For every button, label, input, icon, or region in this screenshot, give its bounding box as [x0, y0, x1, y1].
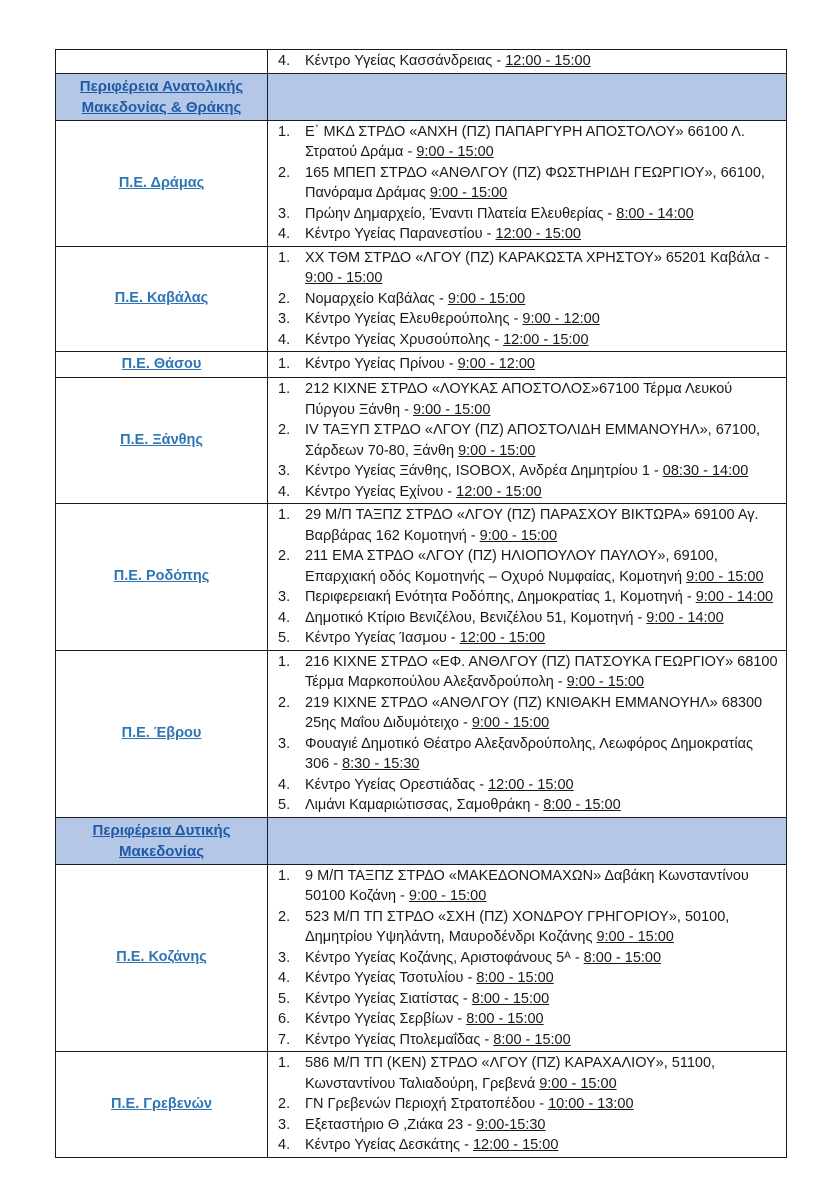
- table-row: [56, 504, 787, 651]
- item-time: 8:00 - 15:00: [493, 1031, 571, 1048]
- item-text: 586 Μ/Π ΤΠ (ΚΕΝ) ΣΤΡΔΟ «ΛΓΟΥ (ΠΖ) ΚΑΡΑΧΑΛΙΟΥ», 51100, Κωνσταντίνου Ταλιαδούρη, Γρεβενά: [305, 1055, 716, 1092]
- list-item: [278, 1135, 778, 1156]
- list-item: [278, 948, 778, 969]
- item-time: 08:30 - 14:00: [662, 463, 749, 479]
- item-time: 8:00 - 15:00: [466, 1011, 544, 1027]
- item-number: 5.: [278, 797, 291, 813]
- list-item: [278, 420, 778, 461]
- region-label: Π.Ε. Θάσου: [121, 356, 202, 372]
- item-body: [305, 907, 778, 948]
- item-number: 6.: [278, 1011, 291, 1027]
- region-label: Π.Ε. Ροδόπης: [113, 568, 210, 585]
- list-item: [278, 354, 778, 375]
- item-body: [305, 1009, 778, 1030]
- list-item: [278, 51, 778, 72]
- item-text: Κέντρο Υγείας Σερβίων -: [305, 1011, 467, 1027]
- item-number: 2.: [278, 290, 291, 307]
- item-time: 9:00 - 15:00: [447, 290, 526, 307]
- list-item: [278, 309, 778, 330]
- item-body: [305, 1135, 778, 1156]
- item-text: Πρώην Δημαρχείο, Έναντι Πλατεία Ελευθερίας -: [305, 205, 617, 222]
- list-item: [278, 204, 778, 225]
- item-time: 9:00 - 14:00: [646, 609, 724, 626]
- item-body: [305, 866, 778, 907]
- item-text: 9 Μ/Π ΤΑΞΠΖ ΣΤΡΔΟ «ΜΑΚΕΔΟΝΟΜΑΧΩΝ» Δαβάκη Κωνσταντίνου 50100 Κοζάνη -: [305, 867, 749, 904]
- item-body: [305, 163, 778, 204]
- item-text: ΧΧ ΤΘΜ ΣΤΡΔΟ «ΛΓΟΥ (ΠΖ) ΚΑΡΑΚΩΣΤΑ ΧΡΗΣΤΟΥ» 65201 Καβάλα -: [305, 249, 770, 266]
- item-body: [305, 224, 778, 245]
- section-header-row: [56, 817, 787, 864]
- item-body: [305, 628, 778, 649]
- item-time: 12:00 - 15:00: [503, 331, 589, 348]
- item-number: 2.: [278, 548, 291, 564]
- region-label: Π.Ε. Ξάνθης: [120, 432, 203, 448]
- item-text: Περιφερειακή Ενότητα Ροδόπης, Δημοκρατίας 1, Κομοτηνή -: [305, 589, 696, 605]
- section-header-empty-cell: [268, 73, 787, 120]
- section-header-row: [56, 73, 787, 120]
- item-number: 2.: [278, 422, 291, 438]
- item-text: Ε΄ ΜΚΔ ΣΤΡΔΟ «ΑΝΧΗ (ΠΖ) ΠΑΠΑΡΓΥΡΗ ΑΠΟΣΤΟΛΟΥ» 66100 Λ. Στρατού Δράμα -: [305, 123, 745, 160]
- table-row: [56, 246, 787, 352]
- list-item: [278, 379, 778, 420]
- item-time: 8:00 - 15:00: [476, 970, 554, 986]
- item-text: 212 ΚΙΧΝΕ ΣΤΡΔΟ «ΛΟΥΚΑΣ ΑΠΟΣΤΟΛΟΣ»67100 Τέρμα Λευκού Πύργου Ξάνθη -: [305, 381, 733, 418]
- items-cell: [268, 1052, 787, 1158]
- items-cell: [268, 378, 787, 504]
- item-text: Κέντρο Υγείας Κοζάνης, Αριστοφάνους 5ᴬ -: [305, 949, 584, 966]
- item-number: 4.: [278, 226, 291, 242]
- region-cell: [56, 864, 268, 1052]
- section-header-cell: [56, 817, 268, 864]
- item-body: [305, 1030, 778, 1051]
- item-body: [305, 122, 778, 163]
- item-number: 4.: [278, 331, 291, 348]
- region-label: Π.Ε. Κοζάνης: [116, 949, 207, 966]
- list-item: [278, 546, 778, 587]
- list-item: [278, 907, 778, 948]
- item-body: [305, 734, 778, 775]
- region-label: Π.Ε. Γρεβενών: [111, 1095, 212, 1112]
- table-row: [56, 650, 787, 817]
- vaccination-centers-table: [55, 49, 787, 1158]
- item-body: [305, 482, 778, 503]
- items-cell: [268, 504, 787, 651]
- section-header-cell: [56, 73, 268, 120]
- item-time: 8:00 - 15:00: [583, 949, 662, 966]
- item-time: 9:00 - 15:00: [539, 1075, 617, 1092]
- item-time: 8:00 - 14:00: [616, 205, 694, 222]
- item-body: [305, 289, 778, 310]
- item-time: 9:00 - 15:00: [566, 674, 645, 690]
- item-text: Κέντρο Υγείας Πρίνου -: [305, 356, 458, 373]
- item-body: [305, 1053, 778, 1094]
- list-item: [278, 608, 778, 629]
- region-cell: [56, 650, 268, 817]
- list-item: [278, 330, 778, 351]
- list-item: [278, 1094, 778, 1115]
- list-item: [278, 505, 778, 546]
- region-cell: [56, 246, 268, 352]
- item-number: 2.: [278, 164, 291, 181]
- item-text: 219 ΚΙΧΝΕ ΣΤΡΔΟ «ΑΝΘΛΓΟΥ (ΠΖ) ΚΝΙΘΑΚΗ ΕΜΜΑΝΟΥΗΛ» 68300 25ης Μαΐου Διδυμότειχο -: [305, 694, 763, 731]
- item-number: 4.: [278, 1137, 291, 1153]
- item-body: [305, 505, 778, 546]
- item-body: [305, 354, 778, 375]
- item-number: 1.: [278, 1055, 291, 1071]
- list-item: [278, 461, 778, 482]
- region-cell: [56, 504, 268, 651]
- item-time: 12:00 - 15:00: [459, 630, 546, 646]
- item-text: Εξεταστήριο Θ ,Ζιάκα 23 -: [305, 1116, 477, 1133]
- item-text: Κέντρο Υγείας Χρυσούπολης -: [305, 331, 504, 348]
- item-body: [305, 204, 778, 225]
- item-text: Κέντρο Υγείας Ελευθερούπολης -: [305, 311, 523, 327]
- table-row: [56, 352, 787, 378]
- item-text: ΓΝ Γρεβενών Περιοχή Στρατοπέδου -: [305, 1096, 549, 1112]
- item-text: Κέντρο Υγείας Πτολεμαΐδας -: [305, 1031, 494, 1048]
- item-text: Κέντρο Υγείας Ξάνθης, ISOBOX, Ανδρέα Δημητρίου 1 -: [305, 463, 663, 479]
- item-number: 3.: [278, 589, 291, 605]
- list-item: [278, 693, 778, 734]
- item-text: Δημοτικό Κτίριο Βενιζέλου, Βενιζέλου 51, Κομοτηνή -: [305, 609, 647, 626]
- item-time: 9:00 - 14:00: [695, 589, 774, 605]
- list-item: [278, 224, 778, 245]
- list-item: [278, 248, 778, 289]
- list-item: [278, 734, 778, 775]
- items-cell: [268, 246, 787, 352]
- item-time: 9:00 - 15:00: [479, 527, 558, 544]
- item-text: 165 ΜΠΕΠ ΣΤΡΔΟ «ΑΝΘΛΓΟΥ (ΠΖ) ΦΩΣΤΗΡΙΔΗ ΓΕΩΡΓΙΟΥ», 66100, Πανόραμα Δράμας: [305, 164, 765, 201]
- item-number: 1.: [278, 867, 291, 884]
- item-text: Κέντρο Υγείας Ίασμου -: [305, 630, 460, 646]
- item-text: Κέντρο Υγείας Σιατίστας -: [305, 990, 472, 1007]
- region-cell: [56, 378, 268, 504]
- list-item: [278, 775, 778, 796]
- item-body: [305, 461, 778, 482]
- item-body: [305, 948, 778, 969]
- item-number: 4.: [278, 776, 291, 793]
- item-text: Φουαγιέ Δημοτικό Θέατρο Αλεξανδρούπολης, Λεωφόρος Δημοκρατίας 306 -: [305, 735, 753, 772]
- list-item: [278, 1030, 778, 1051]
- item-body: [305, 608, 778, 629]
- item-number: 1.: [278, 653, 291, 670]
- items-cell: [268, 50, 787, 74]
- item-text: 29 Μ/Π ΤΑΞΠΖ ΣΤΡΔΟ «ΛΓΟΥ (ΠΖ) ΠΑΡΑΣΧΟΥ ΒΙΚΤΩΡΑ» 69100 Αγ. Βαρβάρας 162 Κομοτηνή -: [305, 507, 759, 544]
- item-text: 211 ΕΜΑ ΣΤΡΔΟ «ΛΓΟΥ (ΠΖ) ΗΛΙΟΠΟΥΛΟΥ ΠΑΥΛΟΥ», 69100, Επαρχιακή οδός Κομοτηνής – Οχυρό Νυμφαίας, Κομοτηνή: [305, 548, 718, 585]
- item-time: 12:00 - 15:00: [456, 483, 542, 500]
- item-text: Κέντρο Υγείας Τσοτυλίου -: [305, 970, 477, 986]
- list-item: [278, 122, 778, 163]
- item-body: [305, 51, 778, 72]
- item-text: 523 Μ/Π ΤΠ ΣΤΡΔΟ «ΣΧΗ (ΠΖ) ΧΟΝΔΡΟΥ ΓΡΗΓΟΡΙΟΥ», 50100, Δημητρίου Υψηλάντη, Μαυροδένδρι Κοζάνης: [305, 908, 730, 945]
- item-body: [305, 795, 778, 816]
- list-item: [278, 989, 778, 1010]
- region-label: Π.Ε. Καβάλας: [114, 290, 209, 307]
- item-body: [305, 309, 778, 330]
- item-time: 9:00 - 15:00: [305, 270, 383, 286]
- item-number: 2.: [278, 1096, 291, 1112]
- region-cell: [56, 1052, 268, 1158]
- list-item: [278, 289, 778, 310]
- section-header-label: Περιφέρεια Δυτικής Μακεδονίας: [92, 821, 231, 860]
- region-label: Π.Ε. Δράμας: [118, 174, 205, 191]
- section-header-label: Περιφέρεια Ανατολικής Μακεδονίας & Θράκης: [79, 77, 244, 116]
- table-row: [56, 50, 787, 74]
- section-header-empty-cell: [268, 817, 787, 864]
- list-item: [278, 1053, 778, 1094]
- item-number: 5.: [278, 990, 291, 1007]
- item-text: Κέντρο Υγείας Δεσκάτης -: [305, 1137, 473, 1153]
- list-item: [278, 163, 778, 204]
- item-time: 9:00 - 15:00: [686, 568, 764, 585]
- table-row: [56, 1052, 787, 1158]
- region-cell: [56, 120, 268, 246]
- item-time: 9:00 - 15:00: [458, 442, 536, 459]
- list-item: [278, 587, 778, 608]
- item-time: 9:00-15:30: [476, 1116, 546, 1133]
- item-time: 12:00 - 15:00: [505, 53, 591, 69]
- table-body: [56, 50, 787, 1158]
- list-item: [278, 652, 778, 693]
- item-body: [305, 693, 778, 734]
- region-cell: [56, 50, 268, 74]
- list-item: [278, 968, 778, 989]
- item-number: 3.: [278, 1116, 291, 1133]
- item-number: 5.: [278, 630, 291, 646]
- item-body: [305, 652, 778, 693]
- list-item: [278, 866, 778, 907]
- items-cell: [268, 120, 787, 246]
- item-time: 12:00 - 15:00: [495, 226, 581, 242]
- region-label: Π.Ε. Έβρου: [121, 725, 202, 741]
- item-body: [305, 1094, 778, 1115]
- item-body: [305, 420, 778, 461]
- list-item: [278, 482, 778, 503]
- item-number: 3.: [278, 205, 291, 222]
- item-body: [305, 968, 778, 989]
- item-number: 1.: [278, 507, 291, 523]
- item-number: 2.: [278, 908, 291, 925]
- item-body: [305, 587, 778, 608]
- item-text: Κέντρο Υγείας Εχίνου -: [305, 483, 457, 500]
- item-number: 3.: [278, 949, 291, 966]
- region-cell: [56, 352, 268, 378]
- table-row: [56, 864, 787, 1052]
- list-item: [278, 628, 778, 649]
- list-item: [278, 795, 778, 816]
- list-item: [278, 1009, 778, 1030]
- item-body: [305, 248, 778, 289]
- item-number: 4.: [278, 970, 291, 986]
- item-body: [305, 989, 778, 1010]
- list-item: [278, 1115, 778, 1136]
- items-cell: [268, 650, 787, 817]
- item-text: Νομαρχείο Καβάλας -: [305, 290, 448, 307]
- item-text: Κέντρο Υγείας Κασσάνδρειας -: [305, 53, 506, 69]
- item-time: 9:00 - 15:00: [416, 144, 494, 160]
- item-number: 7.: [278, 1031, 291, 1048]
- item-time: 9:00 - 15:00: [471, 715, 550, 731]
- item-time: 9:00 - 15:00: [429, 185, 508, 201]
- item-number: 2.: [278, 694, 291, 711]
- item-number: 3.: [278, 311, 291, 327]
- item-time: 9:00 - 12:00: [522, 311, 600, 327]
- item-number: 3.: [278, 463, 291, 479]
- item-time: 12:00 - 15:00: [488, 776, 574, 793]
- item-time: 9:00 - 15:00: [408, 888, 487, 904]
- item-time: 9:00 - 12:00: [457, 356, 535, 373]
- table-row: [56, 120, 787, 246]
- item-text: Λιμάνι Καμαριώτισσας, Σαμοθράκη -: [305, 797, 544, 813]
- item-time: 12:00 - 15:00: [472, 1137, 559, 1153]
- item-number: 4.: [278, 53, 291, 69]
- item-time: 9:00 - 15:00: [596, 929, 674, 945]
- item-number: 3.: [278, 735, 291, 752]
- item-text: 216 ΚΙΧΝΕ ΣΤΡΔΟ «ΕΦ. ΑΝΘΛΓΟΥ (ΠΖ) ΠΑΤΣΟΥΚΑ ΓΕΩΡΓΙΟΥ» 68100 Τέρμα Μαρκοπούλου Αλεξανδρούπολη -: [305, 653, 778, 690]
- item-time: 8:00 - 15:00: [543, 797, 621, 813]
- item-time: 8:00 - 15:00: [471, 990, 550, 1007]
- item-number: 1.: [278, 381, 291, 397]
- item-body: [305, 1115, 778, 1136]
- item-body: [305, 379, 778, 420]
- item-number: 1.: [278, 123, 291, 140]
- item-number: 4.: [278, 483, 291, 500]
- item-text: Κέντρο Υγείας Παρανεστίου -: [305, 226, 496, 242]
- item-body: [305, 330, 778, 351]
- item-time: 10:00 - 13:00: [548, 1096, 634, 1112]
- item-time: 9:00 - 15:00: [413, 401, 491, 418]
- item-number: 4.: [278, 609, 291, 626]
- items-cell: [268, 352, 787, 378]
- table-row: [56, 378, 787, 504]
- item-text: IV ΤΑΞΥΠ ΣΤΡΔΟ «ΛΓΟΥ (ΠΖ) ΑΠΟΣΤΟΛΙΔΗ ΕΜΜΑΝΟΥΗΛ», 67100, Σάρδεων 70-80, Ξάνθη: [305, 422, 761, 459]
- item-time: 8:30 - 15:30: [342, 756, 420, 772]
- item-body: [305, 546, 778, 587]
- items-cell: [268, 864, 787, 1052]
- item-number: 1.: [278, 356, 291, 373]
- item-text: Κέντρο Υγείας Ορεστιάδας -: [305, 776, 489, 793]
- item-body: [305, 775, 778, 796]
- item-number: 1.: [278, 249, 291, 266]
